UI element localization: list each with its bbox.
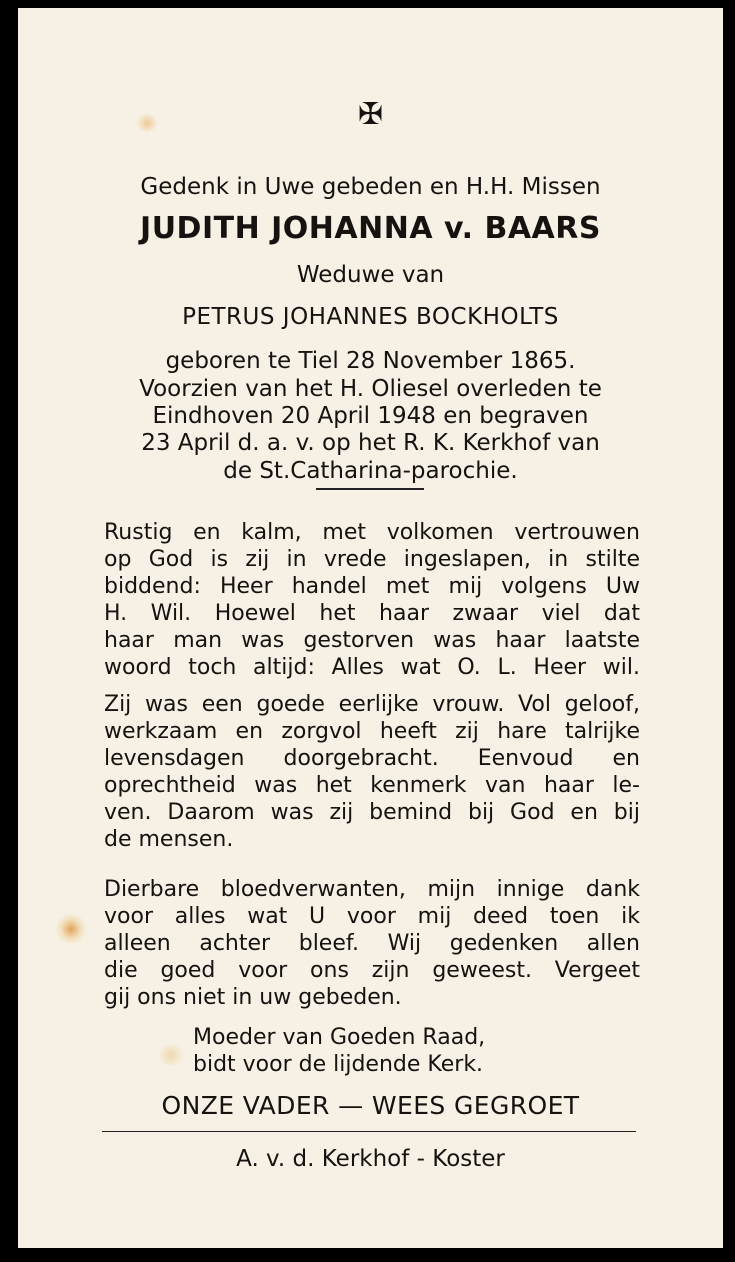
text-line: werkzaam en zorgvol heeft zij hare talrijke [104,719,640,744]
paragraph-trust [104,519,640,681]
life-line: Voorzien van het H. Oliesel overleden te [139,376,602,402]
spouse-name: PETRUS JOHANNES BOCKHOLTS [182,304,559,330]
prayers-line: ONZE VADER — WEES GEGROET [161,1091,580,1120]
text-line: haar man was gestorven was haar laatste [104,628,640,653]
text-line: Dierbare bloedverwanten, mijn innige dank [104,877,640,902]
text-line: Rustig en kalm, met volkomen vertrouwen [104,520,640,545]
paragraph-thanks [104,876,640,1011]
printer-credit: A. v. d. Kerkhof - Koster [236,1146,505,1172]
text-line: levensdagen doorgebracht. Eenvoud en [104,746,640,771]
separator-rule [316,488,424,490]
invocation-line: Moeder van Goeden Raad, [193,1025,486,1050]
text-line: op God is zij in vrede ingeslapen, in stilte [104,547,640,572]
text-line: woord toch altijd: Alles wat O. L. Heer wil. [104,655,640,680]
life-line: geboren te Tiel 28 November 1865. [165,348,576,374]
text-line: alleen achter bleef. Wij gedenken allen [104,931,640,956]
footer-rule [102,1131,636,1132]
life-line: Eindhoven 20 April 1948 en begraven [152,403,589,429]
text-line: gij ons niet in uw gebeden. [104,985,402,1010]
life-line: de St.Catharina-parochie. [223,458,518,484]
cross-icon: ✠ [357,97,384,132]
text-line: de mensen. [104,827,234,852]
paragraph-character [104,691,640,853]
deceased-name: JUDITH JOHANNA v. BAARS [140,211,601,246]
text-line: Zij was een goede eerlijke vrouw. Vol geloof, [104,692,640,717]
text-line: biddend: Heer handel met mij volgens Uw [104,574,640,599]
text-line: voor alles wat U voor mij deed toen ik [104,904,640,929]
life-line: 23 April d. a. v. op het R. K. Kerkhof van [141,430,600,456]
widow-of-label: Weduwe van [296,262,445,288]
foxing-stain [158,1044,184,1066]
foxing-stain [56,914,86,944]
memorial-card [18,8,723,1248]
text-line: oprechtheid was het kenmerk van haar le- [104,773,640,798]
invocation-line: bidt voor de lijdende Kerk. [193,1052,484,1077]
intro-line: Gedenk in Uwe gebeden en H.H. Missen [140,174,601,200]
text-line: H. Wil. Hoewel het haar zwaar viel dat [104,601,640,626]
text-line: die goed voor ons zijn geweest. Vergeet [104,958,640,983]
text-line: ven. Daarom was zij bemind bij God en bij [104,800,640,825]
